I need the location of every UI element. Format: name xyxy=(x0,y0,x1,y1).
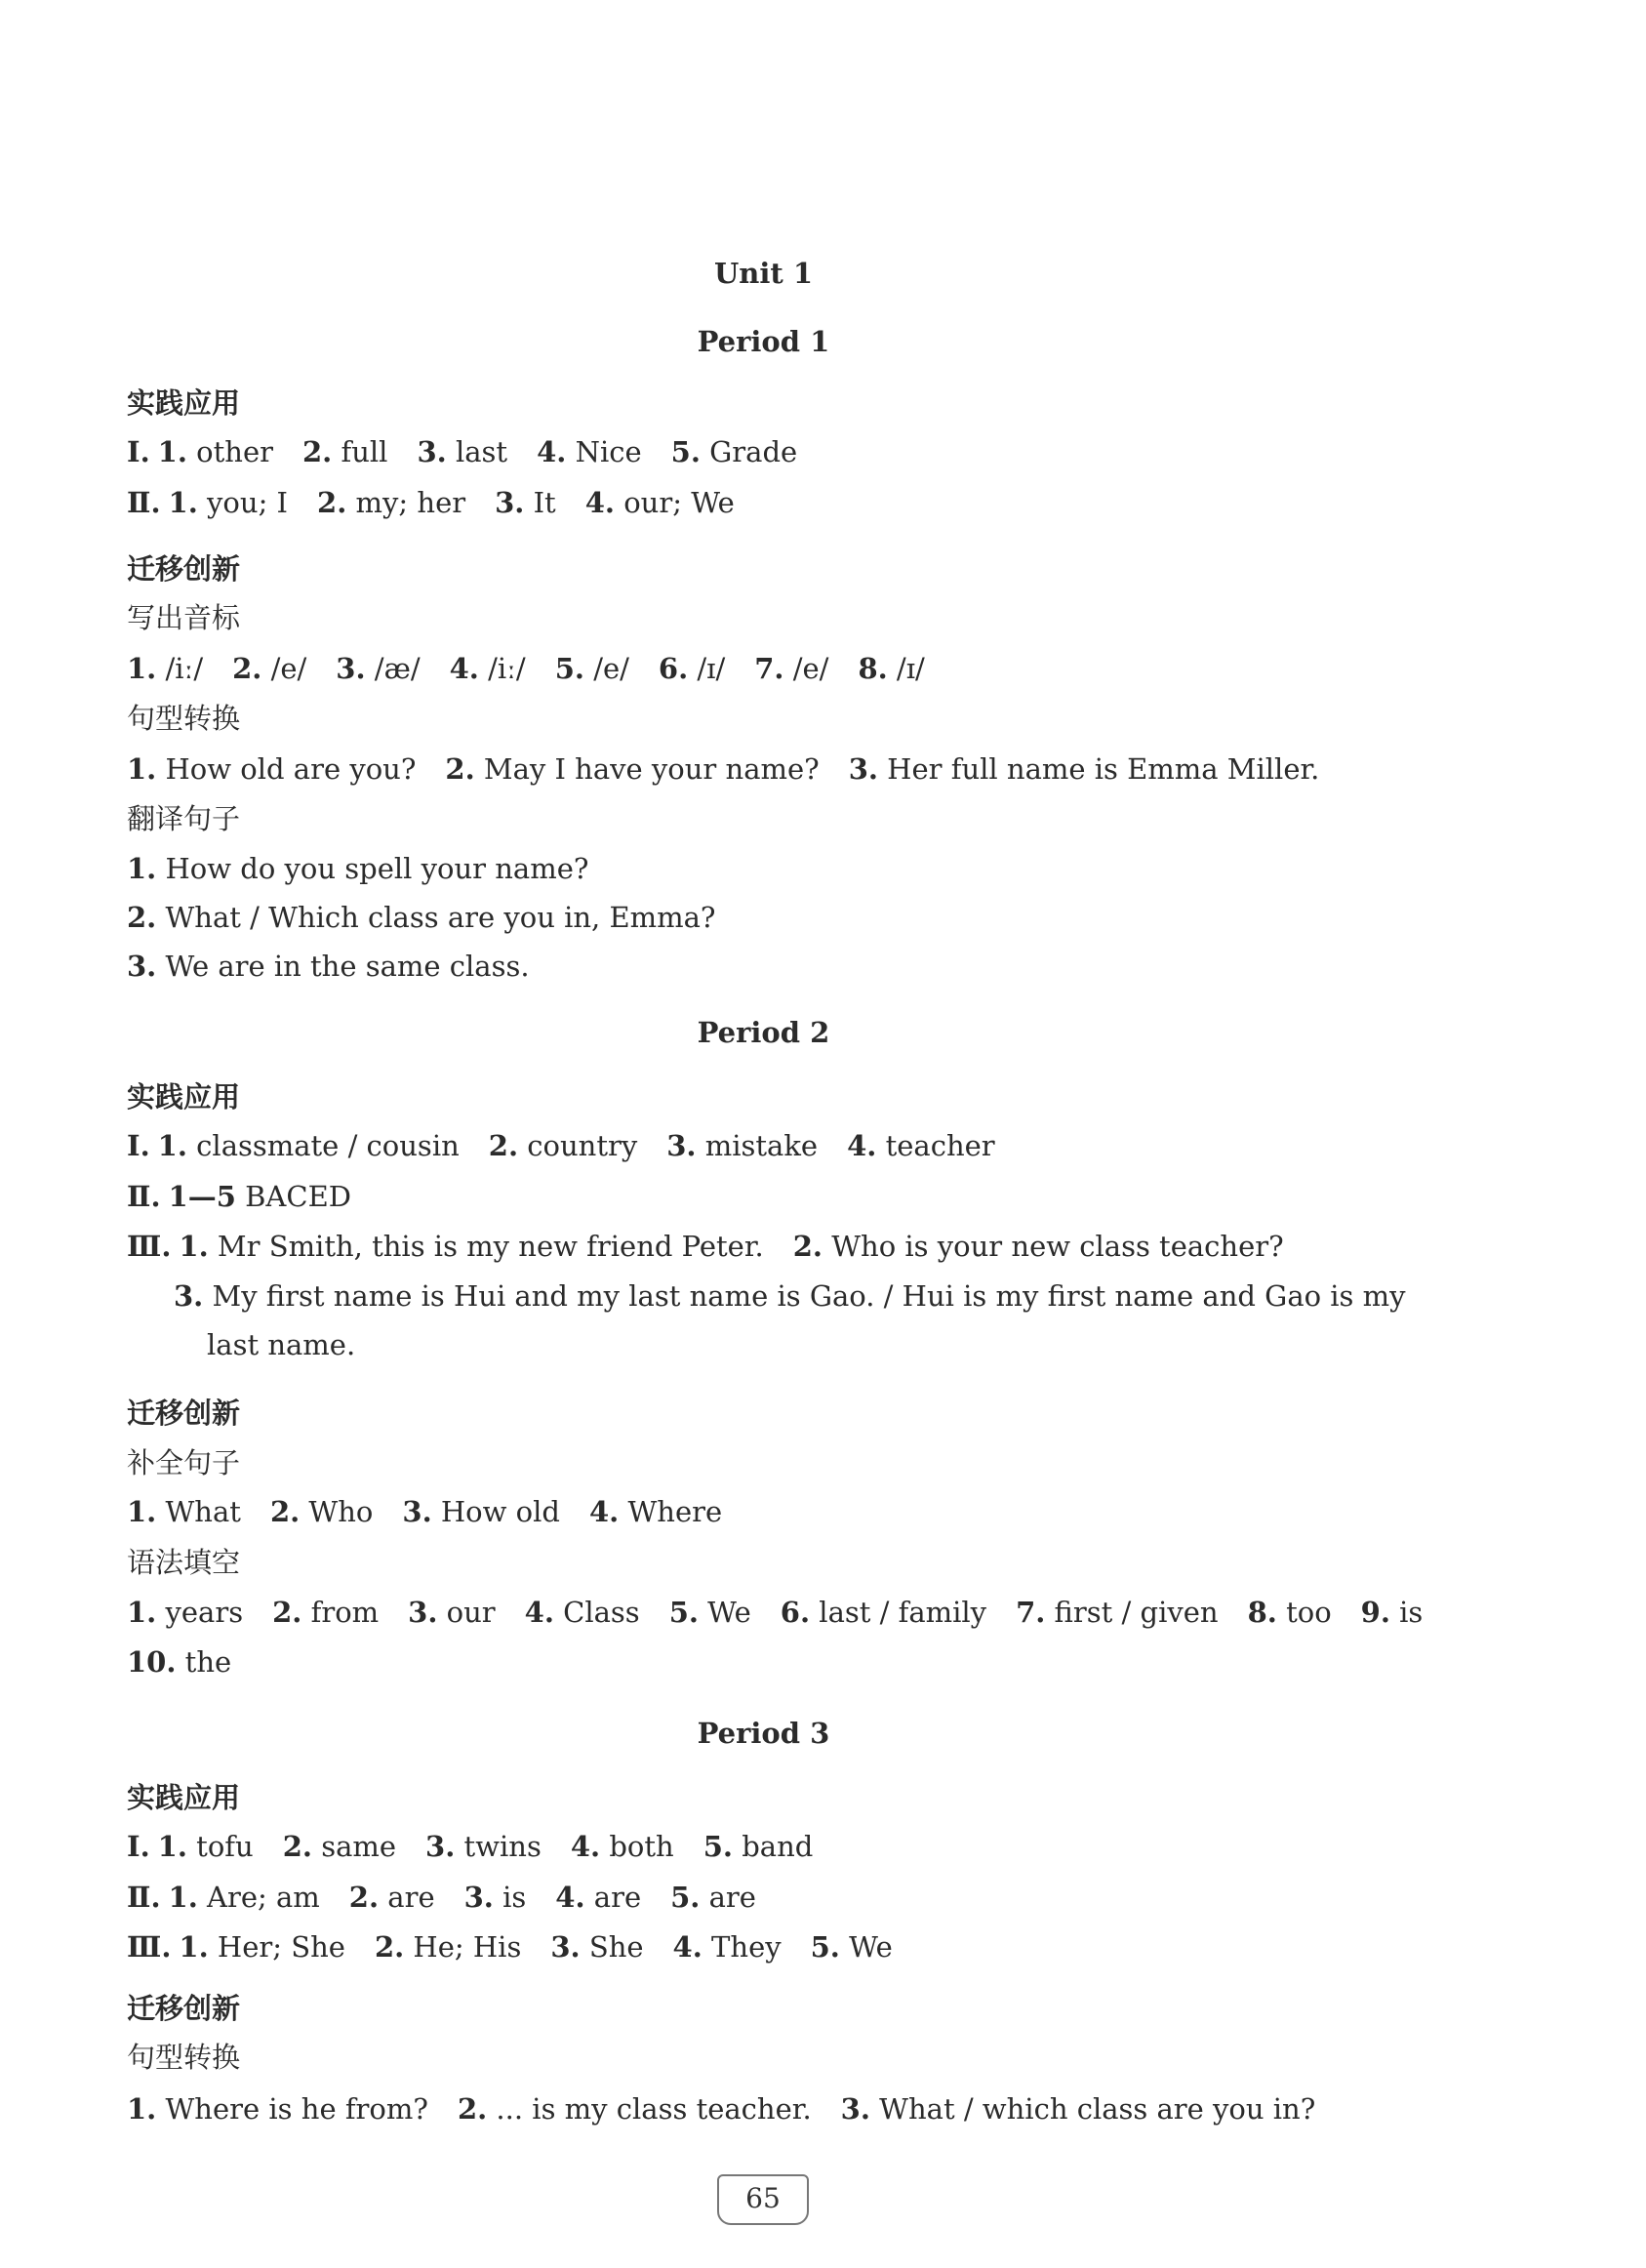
roman-numeral: Ⅱ. xyxy=(127,486,161,519)
answer-item: 4. both xyxy=(570,1830,674,1863)
answer-line xyxy=(127,1128,1024,1163)
answer-item: 2. Who is your new class teacher? xyxy=(792,1230,1284,1263)
answer-item: 5. band xyxy=(703,1830,814,1863)
answer-item: 2. from xyxy=(272,1596,380,1629)
answer-item: 4. teacher xyxy=(847,1129,995,1162)
answer-line xyxy=(174,1278,1435,1314)
answer-item: 3. mistake xyxy=(666,1129,819,1162)
answer-item: 7. /e/ xyxy=(754,652,829,685)
answer-item: 3. How old xyxy=(402,1495,560,1528)
answer-line xyxy=(127,1829,842,1864)
roman-numeral: Ⅲ. xyxy=(127,1930,172,1964)
subsection-heading: 写出音标 xyxy=(127,601,241,634)
answer-item: 1. Mr Smith, this is my new friend Peter. xyxy=(179,1230,764,1263)
answer-item: 8. too xyxy=(1247,1596,1332,1629)
answer-line xyxy=(127,1880,785,1915)
section-heading: 迁移创新 xyxy=(127,1992,241,2025)
period-title: Period 1 xyxy=(697,325,830,358)
answer-item: 3. last xyxy=(417,435,508,468)
answer-item: 1. classmate / cousin xyxy=(157,1129,460,1162)
answer-item: 3. She xyxy=(550,1930,644,1964)
roman-numeral: Ⅱ. xyxy=(127,1180,161,1213)
answer-item: 4. Where xyxy=(588,1495,723,1528)
answer-item: 1. other xyxy=(157,435,273,468)
answer-item: 3. Her full name is Emma Miller. xyxy=(848,752,1320,786)
section-heading: 实践应用 xyxy=(127,386,241,420)
answer-item: 9. is xyxy=(1360,1596,1424,1629)
answer-line xyxy=(127,1595,1452,1630)
answer-line xyxy=(127,1494,751,1529)
answer-item: 5. /e/ xyxy=(554,652,629,685)
answer-item: 6. last / family xyxy=(780,1596,987,1629)
unit-title: Unit 1 xyxy=(713,257,814,290)
answer-item: 2. /e/ xyxy=(232,652,307,685)
section-heading: 迁移创新 xyxy=(127,552,241,586)
answer-item: 2. Who xyxy=(269,1495,374,1528)
answer-item: 1. Are; am xyxy=(168,1881,320,1914)
answer-item: 6. /ɪ/ xyxy=(658,652,726,685)
answer-item: 5. Grade xyxy=(670,435,798,468)
roman-numeral: Ⅱ. xyxy=(127,1881,161,1914)
answer-line xyxy=(127,900,744,935)
roman-numeral: Ⅰ. xyxy=(127,1830,150,1863)
answer-item: 1. Her; She xyxy=(179,1930,345,1964)
answer-item: 2. He; His xyxy=(374,1930,522,1964)
answer-item: 10. the xyxy=(127,1645,232,1679)
answer-item: 5. We xyxy=(668,1596,751,1629)
subsection-heading: 翻译句子 xyxy=(127,802,241,835)
answer-line xyxy=(127,1229,1313,1264)
answer-item: 1. How do you spell your name? xyxy=(127,852,589,885)
section-heading: 实践应用 xyxy=(127,1080,241,1114)
subsection-heading: 句型转换 xyxy=(127,702,241,735)
answer-item: 1. What xyxy=(127,1495,241,1528)
answer-item: 2. are xyxy=(348,1881,435,1914)
answer-line xyxy=(127,651,954,686)
answer-item: 5. We xyxy=(810,1930,893,1964)
answer-item: 3. It xyxy=(495,486,556,519)
answer-line xyxy=(127,1644,261,1680)
answer-line xyxy=(127,1179,381,1214)
answer-item: 1. How old are you? xyxy=(127,752,417,786)
answer-item: 3. is xyxy=(463,1881,527,1914)
answer-line xyxy=(127,485,764,520)
answer-item: 2. same xyxy=(282,1830,397,1863)
page-number: 65 xyxy=(717,2174,809,2225)
answer-item: 4. Class xyxy=(524,1596,640,1629)
answer-item: 2. my; her xyxy=(317,486,466,519)
answer-item: 4. our; We xyxy=(584,486,735,519)
answer-item: 1. you; I xyxy=(168,486,289,519)
answer-line xyxy=(127,1929,922,1964)
period-title: Period 2 xyxy=(697,1016,830,1049)
answer-item: 1. tofu xyxy=(157,1830,254,1863)
answer-item: 2. ... is my class teacher. xyxy=(457,2092,812,2126)
answer-line: last name. xyxy=(207,1328,356,1361)
answer-item: 2. What / Which class are you in, Emma? xyxy=(127,901,716,934)
subsection-heading: 句型转换 xyxy=(127,2041,241,2074)
answer-item: 5. are xyxy=(670,1881,756,1914)
answer-item: 4. /iː/ xyxy=(449,652,526,685)
answer-item: 1. /iː/ xyxy=(127,652,204,685)
answer-item: 2. full xyxy=(302,435,388,468)
answer-line xyxy=(127,751,1348,787)
subsection-heading: 补全句子 xyxy=(127,1446,241,1479)
section-heading: 实践应用 xyxy=(127,1781,241,1814)
answer-item: 3. We are in the same class. xyxy=(127,950,530,983)
answer-line xyxy=(127,434,826,469)
answer-line xyxy=(127,851,618,886)
answer-line xyxy=(127,2091,1345,2126)
answer-item: 8. /ɪ/ xyxy=(858,652,925,685)
answer-item: 2. country xyxy=(488,1129,638,1162)
answer-item: 3. My first name is Hui and my last name is Gao. / Hui is my first name and Gao is my xyxy=(174,1279,1406,1313)
answer-item: 1. Where is he from? xyxy=(127,2092,428,2126)
roman-numeral: Ⅰ. xyxy=(127,1129,150,1162)
answer-item: 4. Nice xyxy=(537,435,642,468)
answer-item: 3. What / which class are you in? xyxy=(840,2092,1316,2126)
answer-item: 7. first / given xyxy=(1016,1596,1219,1629)
answer-item: 1. years xyxy=(127,1596,244,1629)
answer-item: 4. They xyxy=(672,1930,782,1964)
answer-line xyxy=(127,949,559,984)
answer-item: 3. /æ/ xyxy=(336,652,421,685)
answer-item: 3. twins xyxy=(425,1830,542,1863)
section-heading: 迁移创新 xyxy=(127,1397,241,1430)
roman-numeral: Ⅰ. xyxy=(127,435,150,468)
answer-item: 2. May I have your name? xyxy=(445,752,820,786)
answer-item: 4. are xyxy=(555,1881,642,1914)
subsection-heading: 语法填空 xyxy=(127,1546,241,1579)
answer-item: 1—5 BACED xyxy=(168,1180,351,1213)
roman-numeral: Ⅲ. xyxy=(127,1230,172,1263)
period-title: Period 3 xyxy=(697,1717,830,1750)
answer-item: 3. our xyxy=(408,1596,496,1629)
